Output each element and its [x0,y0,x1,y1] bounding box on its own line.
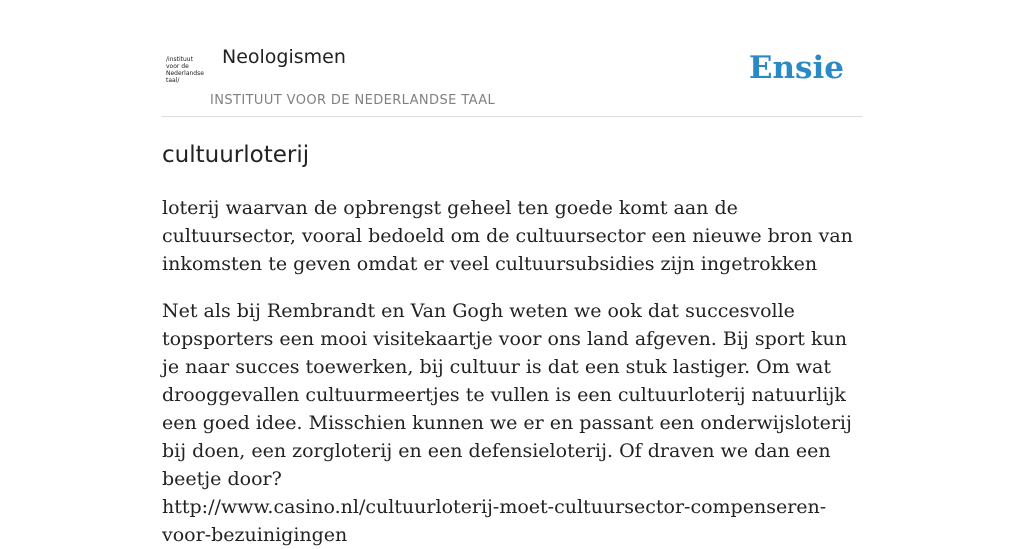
logo-line: taal/ [166,77,180,84]
example-quote [162,297,864,549]
definition: loterij waarvan de opbrengst geheel ten goede komt aan de cultuursector, vooral bedoeld om de cultuursector een nieuwe bron van inkomsten te geven omdat er veel cultuursubsidies zijn ingetrokken [162,197,853,275]
headword: cultuurloterij [162,142,310,168]
header [162,0,862,117]
ensie-logo[interactable]: Ensie [748,50,844,86]
ivdnt-logo[interactable] [166,56,210,84]
entry [162,140,864,549]
logo-line: voor de [166,63,189,70]
logo-line: Nederlandse [166,70,204,77]
source-link[interactable]: http://www.casino.nl/cultuurloterij-moet-cultuursector-compenseren-voor-bezuinigingen [162,496,827,546]
publisher-name: INSTITUUT VOOR DE NEDERLANDSE TAAL [210,93,496,108]
example-text: Net als bij Rembrandt en Van Gogh weten we ook dat succesvolle topsporters een mooi visitekaartje voor ons land afgeven. Bij sport kun je naar succes toewerken, bij cultuur is dat een stuk lastiger. Om wat drooggevallen cultuurmeertjes te vullen is een cultuurloterij natuurlijk een goed idee. Misschien kunnen we er en passant een onderwijsloterij bij doen, een zorgloterij en een defensieloterij. Of draven we dan een beetje door? [162,300,852,490]
logo-line: /instituut [166,56,193,63]
site-title[interactable]: Neologismen [222,46,346,68]
